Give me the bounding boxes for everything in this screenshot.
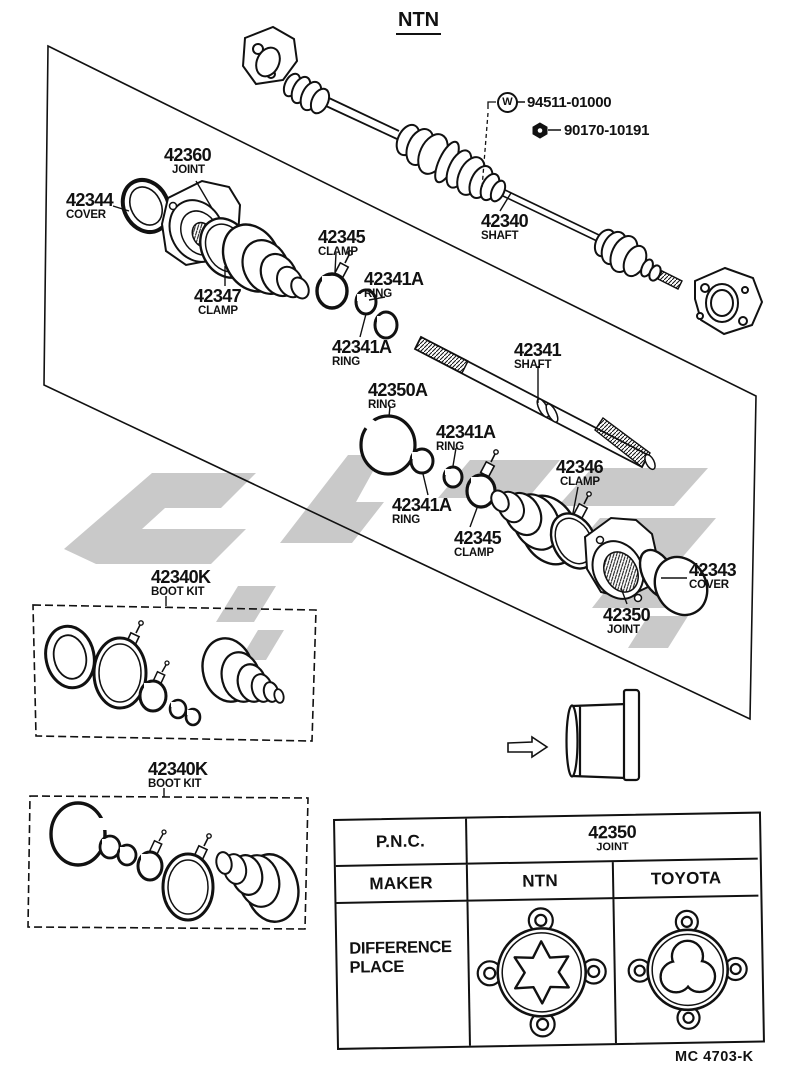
part-label-42340K-bootkit-1: 42340K BOOT KIT [151,567,211,598]
part-label-42350A-ring: 42350A RING [368,380,428,411]
table-toyota-joint-cell [614,897,760,1043]
maker-comparison-table [333,812,765,1050]
part-label-42345-clamp-upper: 42345 CLAMP [318,227,366,258]
part-label-42344-cover: 42344 COVER [66,190,114,221]
part-label-42341A-ring-4: 42341A RING [392,495,452,526]
table-difference-label: DIFFERENCE PLACE [336,902,470,1048]
table-pnc-value: 42350 JOINT [467,814,758,865]
brand-title: NTN [396,9,441,35]
table-maker-toyota: TOYOTA [614,860,759,900]
table-ntn-joint-cell [468,899,616,1046]
part-label-42360-joint: 42360 JOINT [164,145,212,176]
table-maker-label: MAKER [336,865,469,904]
pointer-arrow-icon [508,737,547,757]
nut-icon [533,123,547,138]
part-label-42346-clamp: 42346 CLAMP [556,457,604,488]
callout-washer-part-no: 94511-01000 [527,94,612,111]
boot-kit-2-parts [51,803,305,927]
part-label-42350-joint: 42350 JOINT [603,605,651,636]
part-label-42341A-ring-2: 42341A RING [332,337,392,368]
part-label-42347-clamp: 42347 CLAMP [194,286,242,317]
ntn-joint-face-drawing [473,903,611,1041]
toyota-joint-face-drawing [622,904,754,1036]
part-label-42345-clamp-lower: 42345 CLAMP [454,528,502,559]
table-maker-ntn: NTN [468,862,615,902]
part-label-42340-shaft: 42340 SHAFT [481,211,529,242]
dust-cover-bushing [508,690,639,780]
clamp-42345-upper [317,251,352,308]
part-label-42341-shaft: 42341 SHAFT [514,340,562,371]
table-pnc-label: P.N.C. [335,819,468,867]
part-label-42341A-ring-3: 42341A RING [436,422,496,453]
washer-symbol-icon: W [497,92,518,113]
part-label-42343-cover: 42343 COVER [689,560,737,591]
page-code: MC 4703-K [675,1049,754,1065]
part-label-42340K-bootkit-2: 42340K BOOT KIT [148,759,208,790]
callout-nut-part-no: 90170-10191 [564,122,650,139]
part-label-42341A-ring-1: 42341A RING [364,269,424,300]
boot-kit-1-parts [40,621,285,725]
